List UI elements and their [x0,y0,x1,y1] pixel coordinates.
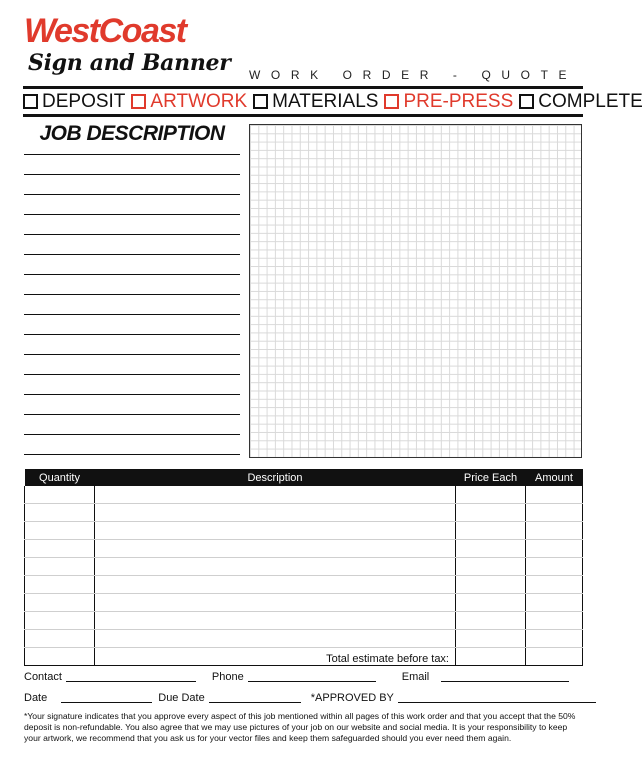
checkbox-icon[interactable] [384,94,399,109]
approved-by-label: *APPROVED BY [310,692,394,704]
quantity-cell[interactable] [25,648,95,666]
email-field[interactable] [441,671,569,682]
job-description-line[interactable] [24,334,240,335]
price-each-cell[interactable] [456,486,526,504]
header-description: Description [95,469,456,486]
job-description-line[interactable] [24,234,240,235]
status-label: ARTWORK [150,90,248,112]
amount-cell[interactable] [526,612,583,630]
phone-label: Phone [211,671,244,683]
status-checklist [23,89,643,114]
job-description-line[interactable] [24,194,240,195]
price-each-cell[interactable] [456,594,526,612]
status-label: MATERIALS [272,90,379,112]
job-description-line[interactable] [24,154,240,155]
checkbox-icon[interactable] [519,94,534,109]
line-items-table [24,469,583,666]
date-row [24,692,602,704]
description-cell[interactable] [95,504,456,522]
description-cell[interactable] [95,594,456,612]
amount-cell[interactable] [526,504,583,522]
table-row [25,630,583,648]
quantity-cell[interactable] [25,576,95,594]
job-description-line[interactable] [24,294,240,295]
quantity-cell[interactable] [25,594,95,612]
sketch-grid[interactable] [249,124,582,458]
status-pre-press[interactable] [384,91,513,113]
description-cell[interactable] [95,630,456,648]
job-description-line[interactable] [24,274,240,275]
quantity-cell[interactable] [25,630,95,648]
description-cell[interactable] [95,612,456,630]
price-each-cell[interactable] [456,612,526,630]
job-description-line[interactable] [24,454,240,455]
table-row [25,558,583,576]
header-quantity: Quantity [25,469,95,486]
description-cell[interactable] [95,540,456,558]
contact-row [24,671,575,683]
description-cell[interactable] [95,576,456,594]
checkbox-icon[interactable] [131,94,146,109]
price-each-cell[interactable] [456,558,526,576]
price-each-cell[interactable] [456,576,526,594]
status-complete[interactable] [519,91,643,113]
phone-field[interactable] [248,671,376,682]
job-description-line[interactable] [24,254,240,255]
price-each-cell[interactable] [456,648,526,666]
status-artwork[interactable] [131,91,247,113]
job-description-line[interactable] [24,314,240,315]
table-row [25,594,583,612]
table-row [25,540,583,558]
status-label: COMPLETE [538,90,643,112]
header-price-each: Price Each [456,469,526,486]
table-row [25,648,583,666]
status-label: PRE-PRESS [403,90,514,112]
job-description-line[interactable] [24,414,240,415]
job-description-line[interactable] [24,394,240,395]
checkbox-icon[interactable] [253,94,268,109]
job-description-title: JOB DESCRIPTION [39,122,225,145]
status-deposit[interactable] [23,91,125,113]
table-row [25,612,583,630]
price-each-cell[interactable] [456,522,526,540]
job-description-line[interactable] [24,174,240,175]
quantity-cell[interactable] [25,486,95,504]
job-description-line[interactable] [24,374,240,375]
amount-cell[interactable] [526,486,583,504]
table-row [25,504,583,522]
header-amount: Amount [526,469,583,486]
job-description-line[interactable] [24,434,240,435]
date-field[interactable] [61,692,152,703]
job-description-line[interactable] [24,354,240,355]
amount-cell[interactable] [526,522,583,540]
amount-cell[interactable] [526,540,583,558]
due-date-label: Due Date [158,692,205,704]
table-row [25,576,583,594]
disclaimer-text: *Your signature indicates that you approve every aspect of this job mentioned within all pages of this work order and that you accept that the 50% deposit is non-refundable. You also agree that we may use pictures of your job on our website and social media. It is your responsibility to keep your artwork, we recommend that you ask us for your vector files and keep them safeguarded should you ever need them again. [24,711,576,743]
due-date-field[interactable] [209,692,301,703]
quantity-cell[interactable] [25,612,95,630]
price-each-cell[interactable] [456,540,526,558]
description-cell[interactable] [95,486,456,504]
table-row [25,522,583,540]
date-label: Date [24,692,48,704]
price-each-cell[interactable] [456,504,526,522]
status-materials[interactable] [253,91,378,113]
amount-cell[interactable] [526,594,583,612]
form-title: WORK ORDER - QUOTE [249,68,578,82]
checkbox-icon[interactable] [23,94,38,109]
approved-by-field[interactable] [398,692,596,703]
quantity-cell[interactable] [25,504,95,522]
quantity-cell[interactable] [25,522,95,540]
contact-field[interactable] [66,671,196,682]
description-cell[interactable] [95,558,456,576]
amount-cell[interactable] [526,576,583,594]
status-label: DEPOSIT [42,90,126,112]
amount-cell[interactable] [526,558,583,576]
logo-sign-and-banner: Sign and Banner [28,50,231,76]
table-row [25,486,583,504]
description-cell[interactable] [95,522,456,540]
status-divider-bottom [23,114,583,117]
total-estimate-label: Total estimate before tax: [95,648,456,666]
price-each-cell[interactable] [456,630,526,648]
logo-westcoast: WestCoast [24,12,186,50]
quantity-cell[interactable] [25,558,95,576]
email-label: Email [401,671,430,683]
amount-cell[interactable] [526,630,583,648]
job-description-line[interactable] [24,214,240,215]
contact-label: Contact [24,671,62,683]
amount-cell[interactable] [526,648,583,666]
quantity-cell[interactable] [25,540,95,558]
